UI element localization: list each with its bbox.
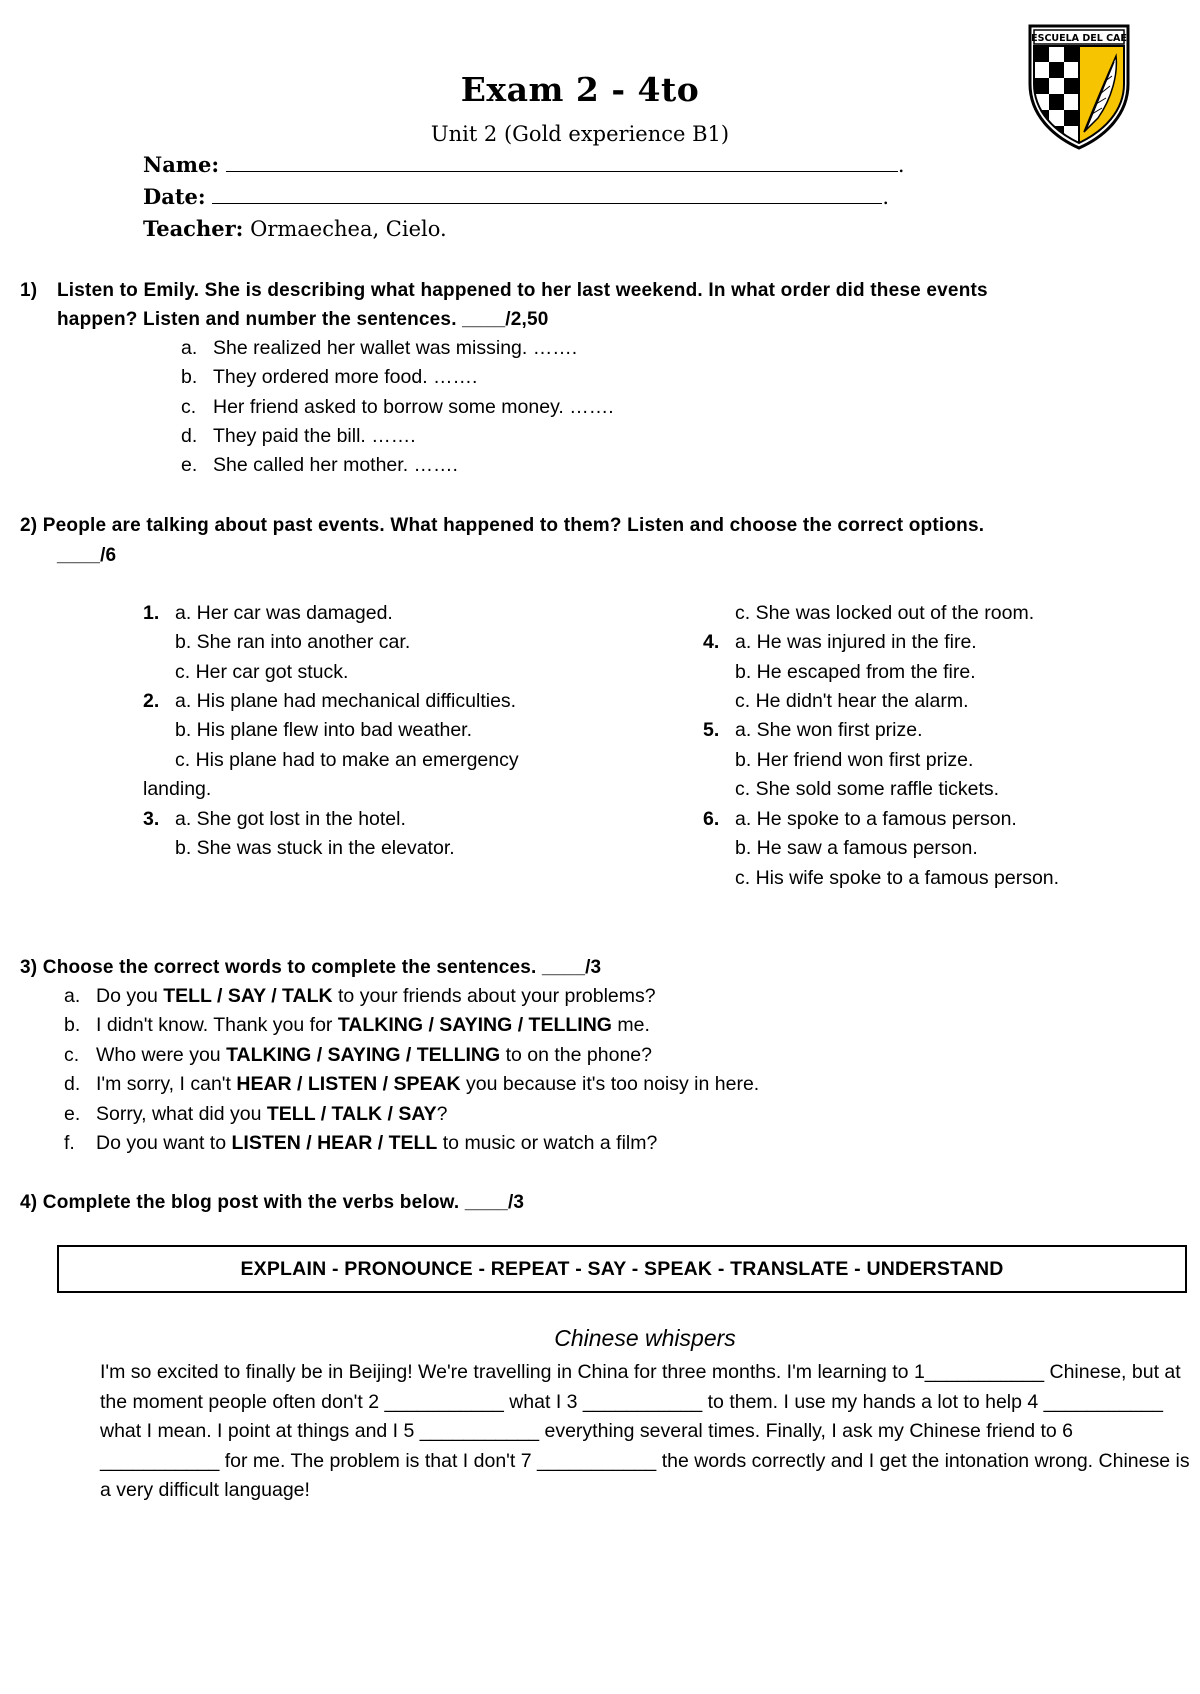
page-title: Exam 2 - 4to xyxy=(460,70,700,109)
q1-instruction-text: Listen to Emily. She is describing what happened to her last weekend. In what order did these events xyxy=(57,280,988,301)
page-subtitle: Unit 2 (Gold experience B1) xyxy=(430,122,730,146)
word-box-verbs: EXPLAIN - PRONOUNCE - REPEAT - SAY - SPEAK - TRANSLATE - UNDERSTAND xyxy=(240,1258,1004,1280)
q2-item-4c: c. He didn't hear the alarm. xyxy=(735,690,969,712)
q1-instruction-line2: happen? Listen and number the sentences. ____/2,50 xyxy=(57,309,549,330)
q1-item-a: a. She realized her wallet was missing. ……. xyxy=(181,337,578,359)
q2-item-5a: 5. a. She won first prize. xyxy=(703,719,923,741)
q3-instruction: 3) Choose the correct words to complete the sentences. ____/3 xyxy=(20,957,602,978)
q2-item-1c: c. Her car got stuck. xyxy=(175,661,349,683)
q2-instruction-line1: 2) People are talking about past events. What happened to them? Listen and choose the correct options. xyxy=(20,515,985,536)
q1-item-b: b. They ordered more food. ……. xyxy=(181,366,478,388)
q2-item-6a: 6. a. He spoke to a famous person. xyxy=(703,808,1017,830)
word-box xyxy=(57,1245,1187,1293)
q2-instruction-line2: ____/6 xyxy=(57,545,117,566)
name-label: Name: xyxy=(143,152,220,177)
q2-item-1a: 1. a. Her car was damaged. xyxy=(143,602,393,624)
q3-item-f: f. Do you want to LISTEN / HEAR / TELL to music or watch a film? xyxy=(64,1132,658,1154)
name-blank[interactable] xyxy=(226,153,898,172)
q2-item-6b: b. He saw a famous person. xyxy=(735,837,978,859)
q2-item-3c: c. She was locked out of the room. xyxy=(735,602,1035,624)
q2-item-3b: b. She was stuck in the elevator. xyxy=(175,837,455,859)
q1-instruction-line1 xyxy=(20,276,988,305)
q2-item-5b: b. Her friend won first prize. xyxy=(735,749,974,771)
q2-item-2a: 2. a. His plane had mechanical difficulties. xyxy=(143,690,517,712)
q2-item-6c: c. His wife spoke to a famous person. xyxy=(735,867,1060,889)
q2-item-5c: c. She sold some raffle tickets. xyxy=(735,778,1000,800)
q2-item-2b: b. His plane flew into bad weather. xyxy=(175,719,473,741)
q1-item-d: d. They paid the bill. ……. xyxy=(181,425,416,447)
crest-text: ESCUELA DEL CAE xyxy=(1031,33,1127,44)
q2-item-4b: b. He escaped from the fire. xyxy=(735,661,976,683)
date-label: Date: xyxy=(143,184,206,209)
date-blank[interactable] xyxy=(212,185,882,204)
teacher-name: Ormaechea, Cielo. xyxy=(250,217,447,241)
q3-item-e: e. Sorry, what did you TELL / TALK / SAY? xyxy=(64,1103,448,1125)
q2-item-2c-cont: landing. xyxy=(143,778,212,800)
blog-title: Chinese whispers xyxy=(554,1325,736,1351)
q2-item-2c: c. His plane had to make an emergency xyxy=(175,749,519,771)
q3-item-b: b. I didn't know. Thank you for TALKING / SAYING / TELLING me. xyxy=(64,1014,650,1036)
blog-text: I'm so excited to finally be in Beijing! We're travelling in China for three months. I'm learning to 1___________ Chinese, but at the moment people often don't 2 ___________ what I 3 ___________ to them. I use my hands a lot to help 4 ___________ what I mean. I point at things and I 5 ___________ everything several times. Finally, I ask my Chinese friend to 6 ___________ for me. The problem is that I don't 7 ___________ the words correctly and I get the intonation wrong. Chinese is a very difficult language! xyxy=(100,1361,1190,1501)
q1-item-e: e. She called her mother. ……. xyxy=(181,454,458,476)
q4-instruction: 4) Complete the blog post with the verbs below. ____/3 xyxy=(20,1192,525,1213)
q2-item-4a: 4. a. He was injured in the fire. xyxy=(703,631,977,653)
q3-item-a: a. Do you TELL / SAY / TALK to your friends about your problems? xyxy=(64,985,656,1007)
name-field: Name: . xyxy=(143,152,905,177)
q2-item-3a: 3. a. She got lost in the hotel. xyxy=(143,808,406,830)
q3-item-c: c. Who were you TALKING / SAYING / TELLING to on the phone? xyxy=(64,1044,652,1066)
q1-number: 1) xyxy=(20,280,38,301)
q2-item-1b: b. She ran into another car. xyxy=(175,631,411,653)
teacher-field xyxy=(143,216,447,241)
school-crest-logo xyxy=(1026,22,1132,152)
q1-item-c: c. Her friend asked to borrow some money. ……. xyxy=(181,396,614,418)
date-field: Date: . xyxy=(143,184,890,209)
teacher-label: Teacher: xyxy=(143,216,244,241)
q3-item-d: d. I'm sorry, I can't HEAR / LISTEN / SPEAK you because it's too noisy in here. xyxy=(64,1073,760,1095)
